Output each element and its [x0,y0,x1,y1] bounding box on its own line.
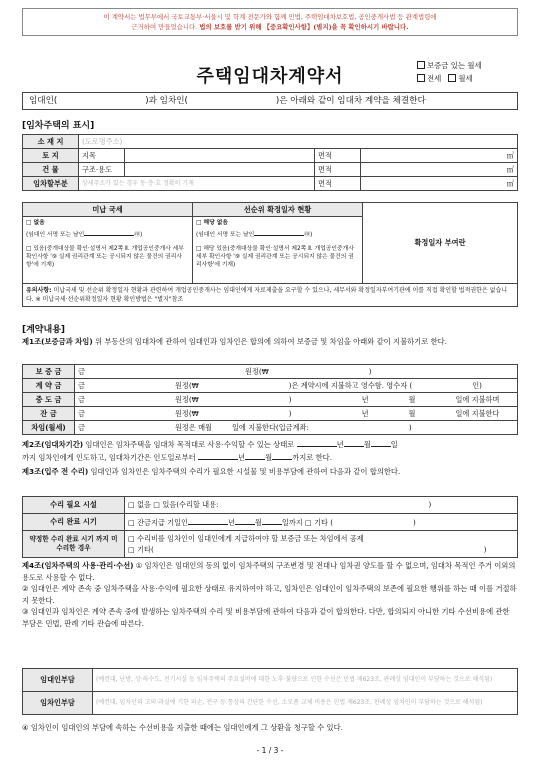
priority-yes-check[interactable]: □ 해당 있음(중개대상물 확인·설명서 제2쪽 Ⅱ. 개업공인중개사 세부 확인사항 '⑨ 실제 권리관계 또는 공시되지 않은 물건의 권리사항'에 기재) [196,246,354,268]
article-4: 제4조(임차주택의 사용·관리·수선) ① 임차인은 임대인의 동의 없이 임차주택의 구조변경 및 전대나 임차권 양도를 할 수 없으며, 임대차 목적인 주거 이외의 용도로 사용할 수 없다. ② 임대인은 계약 존속 중 임차주택을 사용·수익에 필요한 상태로 유지하여야 하고, 임차인은 임대인이 임차주택의 보존에 필요한 행위를 하는 때 이를 거절하지 못한다. ③ 임대인과 임차인은 계약 존속 중에 발생하는 임차주택의 수리 및 비용부담에 관하여 다음과 같이 합의한다. 다만, 합의되지 아니한 기타 수선비용에 관한 부담은 민법, 판례 기타 관습에 따른다. [22,561,517,628]
section-property: [임차주택의 표시] [22,121,95,131]
building-area-field[interactable]: ㎡ [361,163,518,177]
notice-line2b: 법의 보호를 받기 위해 [199,23,262,31]
contract-deposit-field[interactable]: 금 원정(₩ )은 계약시에 지불하고 영수함. 영수자 ( 인) [75,379,518,393]
repair-need-label: 수리 필요 시설 [23,497,125,514]
check-deposit-monthly[interactable]: 보증금 있는 월세 [417,60,482,71]
priority-none-check[interactable]: □ 해당 없음 [196,220,228,226]
priority-cell: □ 해당 없음 (임대인 서명 또는 날인 ㊞) □ 해당 있음(중개대상물 확인·설명서 제2쪽 Ⅱ. 개업공인중개사 세부 확인사항 '⑨ 실제 권리관계 또는 공시되지 않은 물건의 권리사항'에 기재) [193,217,363,284]
rent-part-label: 임차할부분 [23,177,79,191]
building-type-label: 구조·용도 [79,163,125,177]
rent-part-area-field[interactable]: ㎡ [361,177,518,191]
repair-done-label: 수리 완료 시기 [23,514,125,531]
building-area-label: 면적 [315,163,361,177]
notice-line2c: 【중요확인사항】(별지)을 꼭 확인하시기 바랍니다. [263,23,409,31]
section-contract: [계약내용] [22,325,66,335]
address-field[interactable]: (도로명주소) [79,135,518,149]
unpaid-none-check[interactable]: □ 없음 [26,220,45,226]
seal-mark: ㊞) [134,232,143,238]
rent-part-area-label: 면적 [315,177,361,191]
tenant-burden-field[interactable]: (예컨대, 임차인의 고의·과실에 기한 파손, 전구 등 통상의 간단한 수선, 소모품 교체 비용은 민법 제623조, 판례상 임차인이 부담하는 것으로 해석됨) [93,692,518,715]
intro-line: 임대인( )과 임차인( )은 아래와 같이 임대차 계약을 체결한다 [22,92,518,110]
property-table [22,134,518,191]
land-type-label: 지목 [79,149,125,163]
deposit-label: 보 증 금 [23,365,75,379]
deposit-field[interactable]: 금 원정(₩ ) [75,365,518,379]
monthly-rent-label: 차임(월세) [23,421,75,435]
repair-need-field[interactable]: □ 없음 □ 있음(수리할 내용: ) [125,497,518,514]
balance-field[interactable]: 금 원정(₩ ) 년 월 일에 지불한다 [75,407,518,421]
article-3: 제3조(입주 전 수리) 임대인과 임차인은 임차주택의 수리가 필요한 시설물 및 비용부담에 관하여 다음과 같이 합의한다. [22,467,401,476]
caution-cell: 유의사항: 미납국세 및 선순위 확정일자 현황과 관련하여 개업공인중개사는 임대인에게 자료제출을 요구할 수 있으나, 세무서와 확정일자부여기관에 이를 직접 확인할 법적권한은 없습니다. ※ 미납국세·선순위확정일자 현황 확인방법은 "별지"참조 [23,284,518,307]
repair-fail-label: 약정한 수리 완료 시기 까지 미 수리한 경우 [23,531,125,558]
building-type-field[interactable] [125,163,315,177]
seal-mark: ㊞) [304,232,313,238]
notice-box [22,8,518,36]
land-area-field[interactable]: ㎡ [361,149,518,163]
middle-payment-field[interactable]: 금 원정(₩ ) 년 월 일에 지불하며 [75,393,518,407]
landlord-burden-label: 임대인부담 [23,669,93,692]
article-2: 제2조(임대차기간) 임대인은 임차주택을 임대차 목적대로 사용·수익할 수 있는 상태로 년 월 일 까지 임차인에게 인도하고, 임대차기간은 인도일로부터 년 월 까지로 한다. [22,440,398,462]
article-1: 제1조(보증금과 차임) 위 부동산의 임대차에 관하여 임대인과 임차인은 합의에 의하여 보증금 및 차임을 아래와 같이 지불하기로 한다. [22,337,447,346]
page-title: 주택임대차계약서 [196,66,344,87]
cost-burden-table [22,668,518,715]
repair-table [22,496,518,558]
contract-deposit-label: 계 약 금 [23,379,75,393]
building-label: 건 물 [23,163,79,177]
payment-table [22,364,518,435]
tenant-burden-label: 임차인부담 [23,692,93,715]
land-area-label: 면적 [315,149,361,163]
balance-label: 잔 금 [23,407,75,421]
landlord-burden-field[interactable]: (예컨대, 난방, 상·하수도, 전기시설 등 임차주택의 주요설비에 대한 노후·불량으로 인한 수선은 민법 제623조, 판례상 임대인이 부담하는 것으로 해석됨) [93,669,518,692]
repair-fail-field[interactable]: □ 수리비를 임차인이 임대인에게 지급하여야 할 보증금 또는 차임에서 공제 □ 기타( ) [125,531,518,558]
tax-priority-table [22,202,518,307]
address-label: 소 재 지 [23,135,79,149]
notice-line1: 이 계약서는 법무부에서 국토교통부·서울시 및 학계 전문가와 함께 민법, 주택임대차보호법, 공인중개사법 등 관계법령에 [103,13,437,21]
page-number: - 1 / 3 - [256,746,284,755]
rent-part-field[interactable]: 상세주소가 있는 경우 동·층·호 정확히 기재 [79,177,315,191]
middle-payment-label: 중 도 금 [23,393,75,407]
unpaid-tax-cell: □ 없음 (임대인 서명 또는 날인 ㊞) □ 있음(중개대상물 확인·설명서 제2쪽 Ⅱ. 개업공인중개사 세부 확인사항 '⑨ 실제 권리관계 또는 공시되지 않은 물건의 권리사항'에 기재) [23,217,193,284]
land-label: 토 지 [23,149,79,163]
unpaid-tax-header: 미납 국세 [23,203,193,217]
monthly-rent-field[interactable]: 금 원정은 매월 일에 지불한다(입금계좌: ) [75,421,518,435]
confirm-date-cell: 확정일자 부여란 [363,203,518,284]
repair-done-field[interactable]: □ 잔금지급 기일인 년 월 일까지 □ 기타 ( ) [125,514,518,531]
priority-header: 선순위 확정일자 현황 [193,203,363,217]
check-jeonse-wolse: 전세 월세 [417,73,473,84]
unpaid-yes-check[interactable]: □ 있음(중개대상물 확인·설명서 제2쪽 Ⅱ. 개업공인중개사 세부 확인사항 '⑨ 실제 권리관계 또는 공시되지 않은 물건의 권리사항'에 기재) [26,246,184,268]
notice-line2a: 근거하여 만들었습니다. [131,23,198,31]
land-type-field[interactable] [125,149,315,163]
article-4-p4: ④ 임차인이 임대인의 부담에 속하는 수선비용을 지출한 때에는 임대인에게 그 상환을 청구할 수 있다. [22,723,343,732]
